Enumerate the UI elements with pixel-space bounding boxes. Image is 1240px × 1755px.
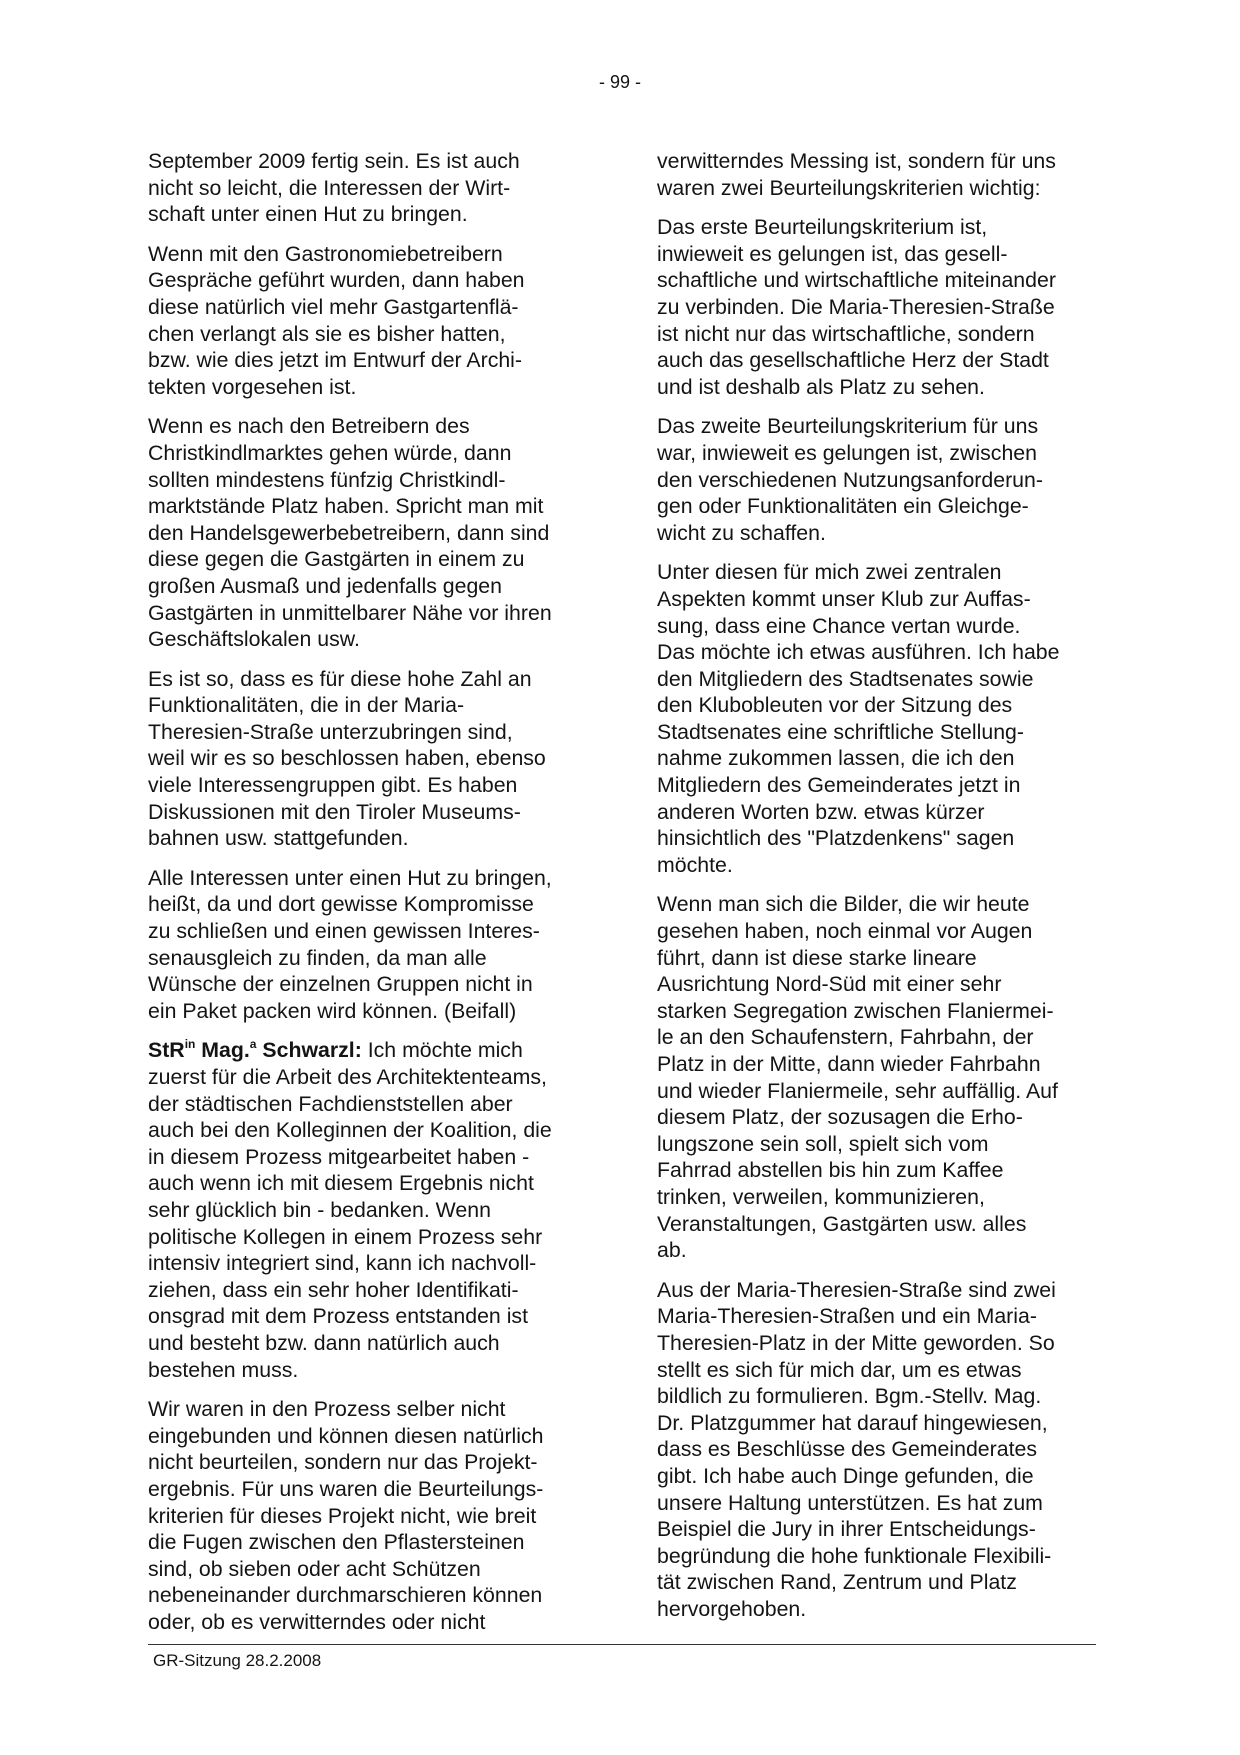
page-number: - 99 - xyxy=(598,72,641,92)
speaker-degree-suffix: a xyxy=(249,1037,257,1052)
speaker-paragraph xyxy=(148,1037,598,1383)
paragraph: Wenn es nach den Betreibern des Christkindlmarktes gehen würde, dann sollten mindestens fünfzig Christkindl- marktstände Platz haben. Spricht man mit den Handelsgewerbebetreibern, dann sind diese gegen die Gastgärten in einem zu großen Ausmaß und jedenfalls gegen Gastgärten in unmittelbarer Nähe vor ihren Geschäftslokalen usw. xyxy=(148,414,552,652)
speaker-name xyxy=(148,1038,362,1062)
paragraph: Aus der Maria-Theresien-Straße sind zwei Maria-Theresien-Straßen und ein Maria- Theresien-Platz in der Mitte geworden. So stellt es sich für mich dar, um es etwas bildlich zu formulieren. Bgm.-Stellv. Mag. Dr. Platzgummer hat darauf hingewiesen, dass es Beschlüsse des Gemeinderates gibt. Ich habe auch Dinge gefunden, die unsere Haltung unterstützen. Es hat zum Beispiel die Jury in ihrer Entscheidungs- begründung die hohe funktionale Flexibili- tät zwischen Rand, Zentrum und Platz hervorgehoben. xyxy=(657,1277,1056,1621)
footer-session-date: GR-Sitzung 28.2.2008 xyxy=(153,1651,322,1670)
speaker-title: StR xyxy=(148,1038,185,1063)
paragraph: verwitterndes Messing ist, sondern für uns waren zwei Beurteilungskriterien wichtig: xyxy=(657,149,1056,200)
paragraph: Unter diesen für mich zwei zentralen Aspekten kommt unser Klub zur Auffas- sung, dass eine Chance vertan wurde. Das möchte ich etwas ausführen. Ich habe den Mitgliedern des Stadtsenates sowie den Klubobleuten vor der Sitzung des Stadtsenates eine schriftliche Stellung- nahme zukommen lassen, die ich den Mitgliedern des Gemeinderates jetzt in anderen Worten bzw. etwas kürzer hinsichtlich des "Platzdenkens" sagen möchte. xyxy=(657,560,1060,877)
paragraph: Alle Interessen unter einen Hut zu bringen, heißt, da und dort gewisse Kompromisse zu schließen und einen gewissen Interes- senausgleich zu finden, da man alle Wünsche der einzelnen Gruppen nicht in ein Paket packen wird können. (Beifall) xyxy=(148,865,552,1023)
speaker-title-suffix: in xyxy=(184,1037,196,1052)
right-column xyxy=(657,148,1107,1635)
paragraph: Wir waren in den Prozess selber nicht eingebunden und können diesen natürlich nicht beurteilen, sondern nur das Projekt- ergebnis. Für uns waren die Beurteilungs- kriterien für dieses Projekt nicht, wie breit die Fugen zwischen den Pflastersteinen sind, ob sieben oder acht Schützen nebeneinander durchmarschieren können oder, ob es verwitterndes oder nicht xyxy=(148,1397,544,1634)
paragraph: Es ist so, dass es für diese hohe Zahl an Funktionalitäten, die in der Maria- Theresien-Straße unterzubringen sind, weil wir es so beschlossen haben, ebenso viele Interessengruppen gibt. Es haben Diskussionen mit den Tiroler Museums- bahnen usw. stattgefunden. xyxy=(148,666,546,851)
speaker-degree: Mag. xyxy=(201,1038,250,1063)
speaker-surname: Schwarzl: xyxy=(262,1038,362,1063)
paragraph: September 2009 fertig sein. Es ist auch nicht so leicht, die Interessen der Wirt- schaft unter einen Hut zu bringen. xyxy=(148,149,520,227)
paragraph: Wenn man sich die Bilder, die wir heute gesehen haben, noch einmal vor Augen führt, dann ist diese starke lineare Ausrichtung Nord-Süd mit einer sehr starken Segregation zwischen Flaniermei- le an den Schaufenstern, Fahrbahn, der Platz in der Mitte, dann wieder Fahrbahn und wieder Flaniermeile, sehr auffällig. Auf diesem Platz, der sozusagen die Erho- lungszone sein soll, spielt sich vom Fahrrad abstellen bis hin zum Kaffee trinken, verweilen, kommunizieren, Veranstaltungen, Gastgärten usw. alles ab. xyxy=(657,892,1058,1263)
paragraph: Wenn mit den Gastronomiebetreibern Gespräche geführt wurden, dann haben diese natürlich viel mehr Gastgartenflä- chen verlangt als sie es bisher hatten, bzw. wie dies jetzt im Entwurf der Archi- tekten vorgesehen ist. xyxy=(148,241,525,399)
footer-divider xyxy=(148,1644,1096,1645)
paragraph: Das erste Beurteilungskriterium ist, inwieweit es gelungen ist, das gesell- schaftliche und wirtschaftliche miteinander zu verbinden. Die Maria-Theresien-Straße ist nicht nur das wirtschaftliche, sondern auch das gesellschaftliche Herz der Stadt und ist deshalb als Platz zu sehen. xyxy=(657,215,1056,399)
paragraph: Das zweite Beurteilungskriterium für uns war, inwieweit es gelungen ist, zwischen den verschiedenen Nutzungsanforderun- gen oder Funktionalitäten ein Gleichge- wicht zu schaffen. xyxy=(657,414,1043,545)
speech-text: Ich möchte mich zuerst für die Arbeit des Architektenteams, der städtischen Fachdienststellen aber auch bei den Kolleginnen der Koalition, die in diesem Prozess mitgearbeitet haben - auch wenn ich mit diesem Ergebnis nicht sehr glücklich bin - bedanken. Wenn politische Kollegen in einem Prozess sehr intensiv integriert sind, kann ich nachvoll- ziehen, dass ein sehr hoher Identifikati- onsgrad mit dem Prozess entstanden ist und besteht bzw. dann natürlich auch bestehen muss. xyxy=(148,1038,552,1382)
left-column xyxy=(148,148,598,1648)
